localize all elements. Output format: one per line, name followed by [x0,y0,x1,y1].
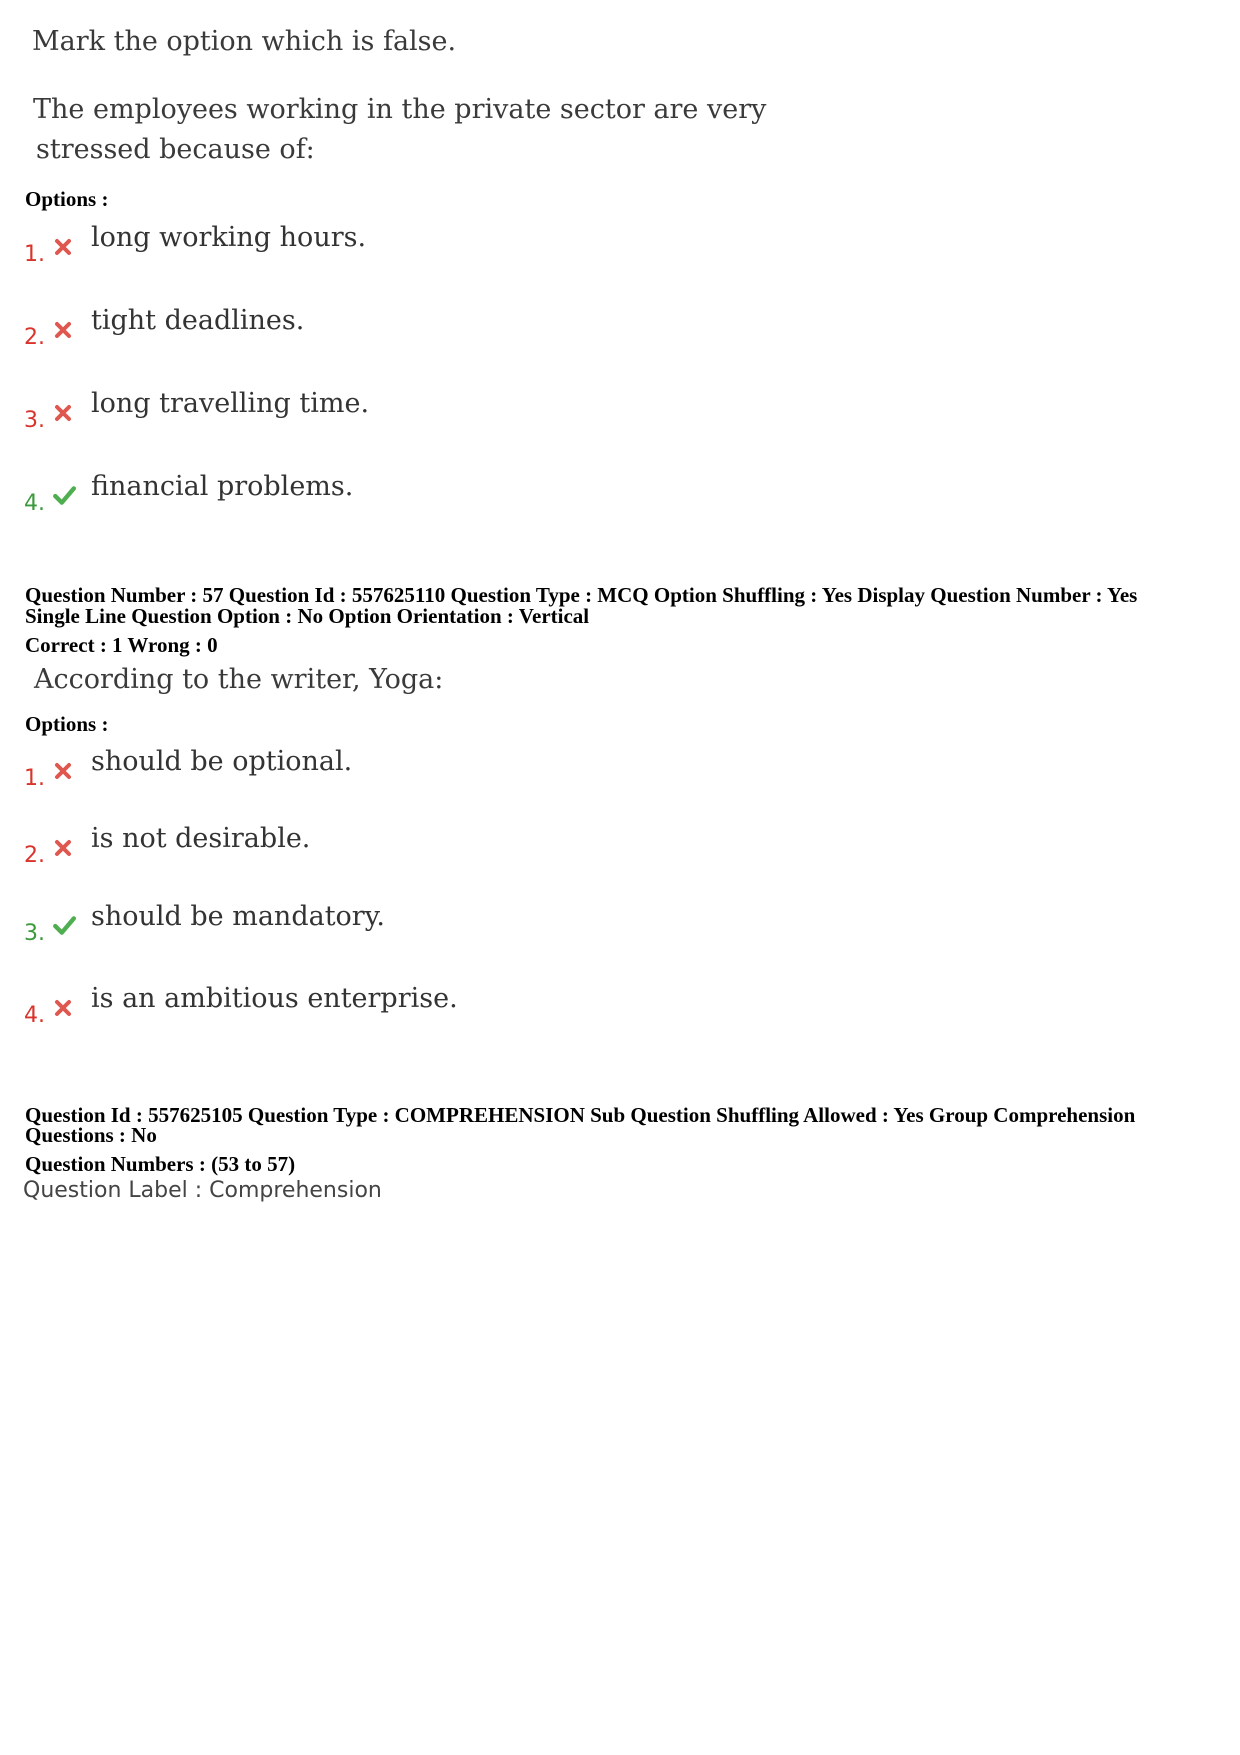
comprehension-meta-line2: Questions : No [25,1123,157,1147]
option-number: 2. [24,325,45,350]
option-number: 1. [24,766,45,791]
cross-icon [52,319,74,341]
option-number: 4. [24,491,45,516]
q57-option-2 [24,823,724,873]
option-text: should be mandatory. [91,901,385,932]
q56-option-2 [24,305,724,355]
cross-icon [52,837,74,859]
check-icon [51,483,77,507]
q56-option-4 [24,471,724,521]
q57-option-1 [24,746,724,796]
option-text: is an ambitious enterprise. [91,983,458,1014]
q56-options-label: Options : [25,187,109,211]
cross-icon [52,997,74,1019]
comprehension-meta-line1: Question Id : 557625105 Question Type : COMPREHENSION Sub Question Shuffling Allowed : Yes Group Comprehension [25,1103,1136,1127]
option-text: financial problems. [91,471,354,502]
q56-stem-line1: The employees working in the private sector are very [33,94,767,125]
q56-option-3 [24,388,724,438]
q57-meta-line2: Single Line Question Option : No Option Orientation : Vertical [25,604,590,628]
q57-option-3 [24,901,724,951]
q57-stem: According to the writer, Yoga: [34,664,444,695]
option-text: long travelling time. [91,388,370,419]
check-icon [51,913,77,937]
option-number: 3. [24,408,45,433]
q57-option-4 [24,983,724,1033]
comprehension-question-label: Question Label : Comprehension [23,1178,382,1203]
cross-icon [52,760,74,782]
option-text: tight deadlines. [91,305,305,336]
q56-stem-line2: stressed because of: [36,134,315,165]
option-text: is not desirable. [91,823,311,854]
option-text: should be optional. [91,746,353,777]
option-text: long working hours. [91,222,367,253]
cross-icon [52,236,74,258]
comprehension-question-numbers: Question Numbers : (53 to 57) [25,1152,296,1176]
q56-instruction: Mark the option which is false. [32,26,457,57]
q56-option-1 [24,222,724,272]
option-number: 2. [24,843,45,868]
option-number: 4. [24,1003,45,1028]
q57-options-label: Options : [25,712,109,736]
q57-meta-line1: Question Number : 57 Question Id : 557625110 Question Type : MCQ Option Shuffling : Yes Display Question Number : Yes [25,583,1138,607]
option-number: 3. [24,921,45,946]
cross-icon [52,402,74,424]
q57-marks: Correct : 1 Wrong : 0 [25,633,218,657]
option-number: 1. [24,242,45,267]
